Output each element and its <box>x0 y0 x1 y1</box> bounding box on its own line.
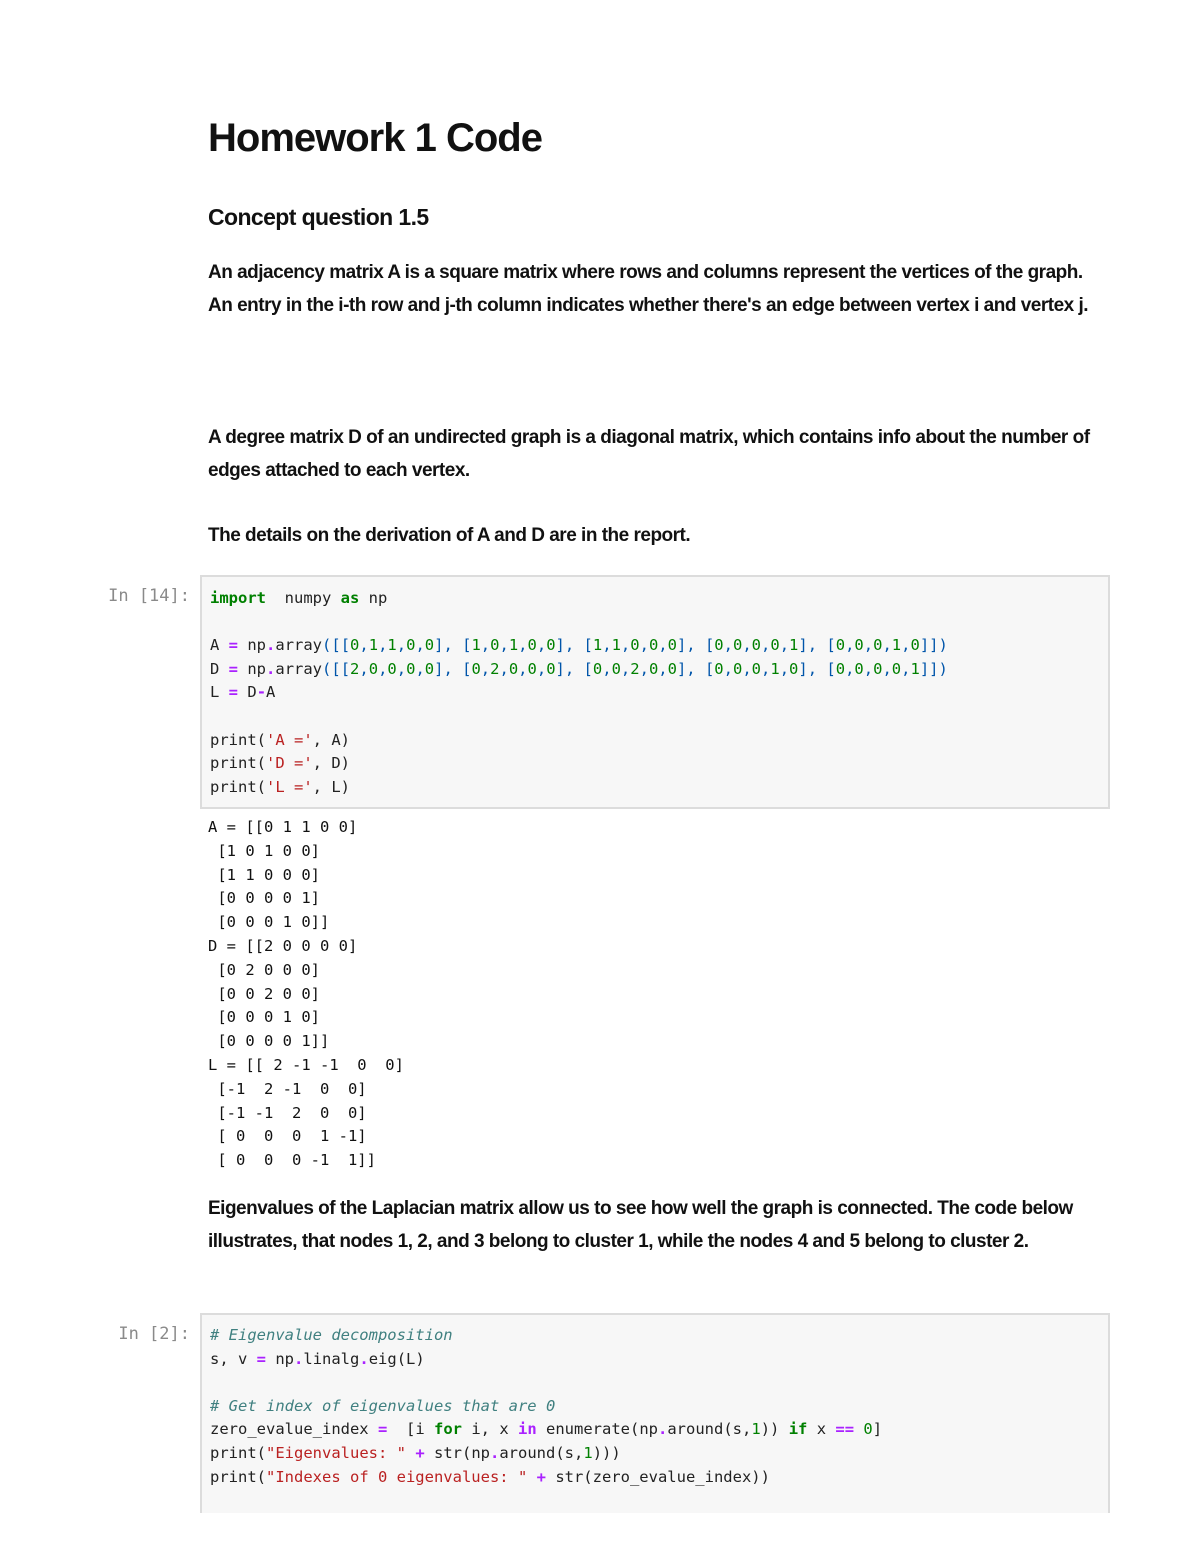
code-input[interactable] <box>210 587 948 799</box>
code-input[interactable] <box>210 1324 882 1489</box>
code-line: import numpy as np <box>210 589 388 607</box>
cell-prompt: In [2]: <box>118 1324 190 1344</box>
code-line: A = np.array([[0,1,1,0,0], [1,0,1,0,0], [1,1,0,0,0], [0,0,0,0,1], [0,0,0,1,0]]) <box>210 636 948 655</box>
degree-paragraph: A degree matrix D of an undirected graph is a diagonal matrix, which contains info about the number of edges attached to each vertex. <box>208 427 1090 481</box>
adjacency-paragraph <box>208 256 1098 322</box>
code-line: print('L =', L) <box>210 777 350 796</box>
adjacency-line-2: An entry in the i-th row and j-th column indicates whether there's an edge between vertex i and vertex j. <box>208 295 1089 316</box>
cell-prompt: In [14]: <box>108 586 190 606</box>
cell-output: A = [[0 1 1 0 0] [1 0 1 0 0] [1 1 0 0 0] [0 0 0 0 1] [0 0 0 1 0]] D = [[2 0 0 0 0] [0 2 0 0 0] [0 0 2 0 0] [0 0 0 1 0] [0 0 0 0 1]] L = [[ 2 -1 -1 0 0] [-1 2 -1 0 0] [-1 -1 2 0 0] [ 0 0 0 1 -1] [ 0 0 0 -1 1]] <box>208 818 404 1170</box>
code-line: s, v = np.linalg.eig(L) <box>210 1349 425 1368</box>
code-cell[interactable] <box>200 1313 1110 1513</box>
code-line: L = D-A <box>210 683 276 702</box>
section-heading: Concept question 1.5 <box>208 204 429 230</box>
eigenvalues-paragraph: Eigenvalues of the Laplacian matrix allow us to see how well the graph is connected. The code below illustrates, that nodes 1, 2, and 3 belong to cluster 1, while the nodes 4 and 5 belong to cluster 2. <box>208 1198 1073 1252</box>
adjacency-line-1: An adjacency matrix A is a square matrix where rows and columns represent the vertices of the graph. <box>208 262 1083 283</box>
report-note-paragraph: The details on the derivation of A and D are in the report. <box>208 525 691 546</box>
code-line: print('A =', A) <box>210 730 350 749</box>
code-line: zero_evalue_index = [i for i, x in enumerate(np.around(s,1)) if x == 0] <box>210 1420 883 1439</box>
page-title: Homework 1 Code <box>208 116 542 160</box>
code-line: print("Indexes of 0 eigenvalues: " + str(zero_evalue_index)) <box>210 1467 770 1486</box>
code-cell[interactable] <box>200 575 1110 809</box>
code-line: print('D =', D) <box>210 754 350 773</box>
code-line: # Get index of eigenvalues that are 0 <box>210 1396 556 1415</box>
code-line: D = np.array([[2,0,0,0,0], [0,2,0,0,0], [0,0,2,0,0], [0,0,0,1,0], [0,0,0,0,1]]) <box>210 659 948 678</box>
code-line: print("Eigenvalues: " + str(np.around(s,1))) <box>210 1443 621 1462</box>
code-line: # Eigenvalue decomposition <box>210 1326 453 1344</box>
